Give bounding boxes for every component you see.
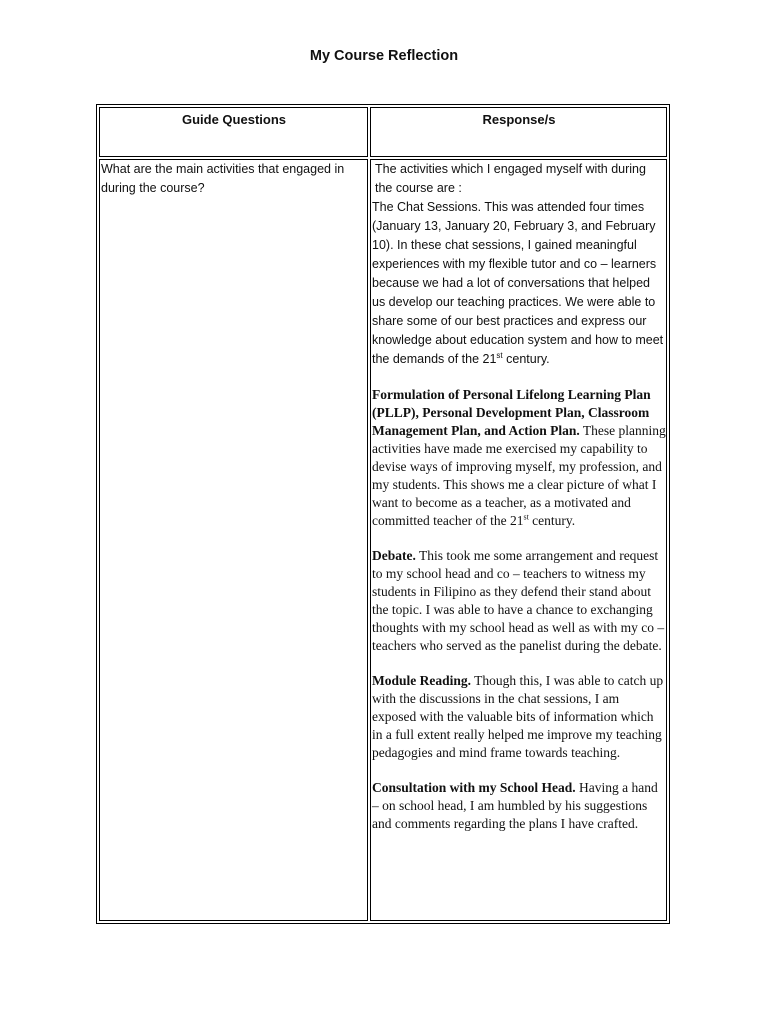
question-cell	[99, 159, 368, 921]
document-title: My Course Reflection	[309, 48, 459, 64]
formulation-text: These planning activities have made me exercised my capability to devise ways of improving myself, my profession, and my students. This shows me a clear picture of what I want to become as a teacher, as a motivated and committed teacher of the 21	[372, 423, 666, 528]
chat-sessions-paragraph	[372, 198, 666, 369]
table-row	[99, 159, 667, 921]
debate-text: This took me some arrangement and request to my school head and co – teachers to witness my students in Filipino as they defend their stand about the topic. I was able to have a chance to exchanging thoughts with my school head as well as with my co – teachers who served as the panelist during the debate.	[372, 548, 665, 653]
formulation-paragraph	[372, 386, 666, 530]
formulation-text-end: century.	[528, 513, 576, 528]
chat-sessions-text: The Chat Sessions. This was attended four times (January 13, January 20, February 3, and February 10). In these chat sessions, I gained meaningful experiences with my flexible tutor and co – learners because we had a lot of conversations that helped us develop our teaching practices. We were able to share some of our best practices and express our knowledge about education system and how to meet the demands of the 21	[372, 200, 664, 366]
ordinal-suffix: st	[496, 350, 503, 360]
question-text: What are the main activities that engaged in during the course?	[101, 162, 345, 195]
module-reading-paragraph	[372, 672, 666, 762]
reflection-table	[96, 104, 670, 924]
ordinal-suffix: st	[523, 512, 529, 522]
responses-header: Response/s	[370, 107, 667, 157]
module-reading-heading: Module Reading.	[372, 673, 472, 688]
response-cell	[370, 159, 667, 921]
formulation-heading: Formulation of Personal Lifelong Learning Plan (PLLP), Personal Development Plan, Classroom Management Plan, and Action Plan.	[372, 387, 651, 438]
chat-sessions-text-end: century.	[502, 352, 550, 366]
consultation-paragraph	[372, 779, 666, 833]
debate-paragraph	[372, 547, 666, 655]
consultation-heading: Consultation with my School Head.	[372, 780, 576, 795]
debate-heading: Debate.	[372, 548, 416, 563]
guide-questions-header: Guide Questions	[99, 107, 368, 157]
table-header-row	[99, 107, 667, 157]
response-intro: The activities which I engaged myself with during the course are :	[375, 162, 646, 195]
consultation-text: Having a hand – on school head, I am humbled by his suggestions and comments regarding the plans I have crafted.	[372, 780, 658, 831]
module-reading-text: Though this, I was able to catch up with the discussions in the chat sessions, I am exposed with the valuable bits of information which in a full extent really helped me improve my teaching pedagogies and mind frame towards teaching.	[372, 673, 664, 760]
